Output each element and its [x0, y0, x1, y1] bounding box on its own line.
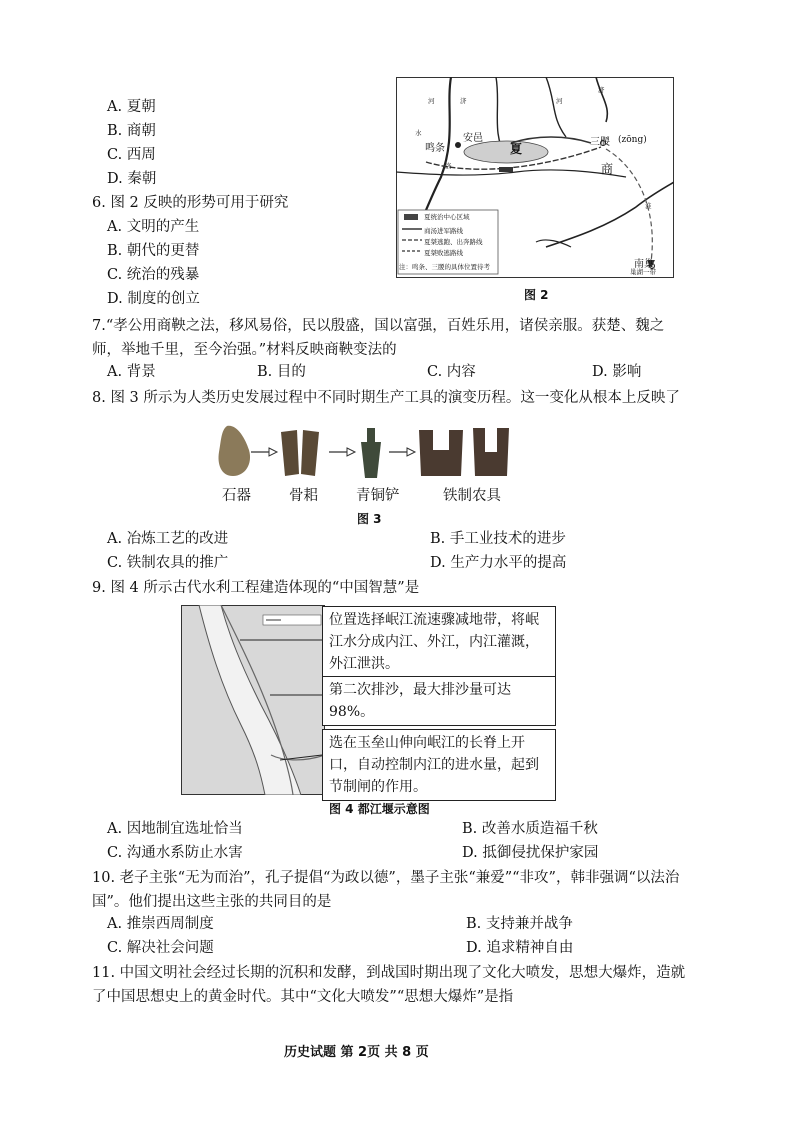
figure-2-caption: 图 2 — [524, 288, 549, 302]
map-label-ji: 济 — [460, 97, 467, 105]
map-label-shui: 水 — [415, 129, 422, 137]
figure-4-caption: 图 4 都江堰示意图 — [329, 802, 430, 816]
q5-option-d: D. 秦朝 — [107, 171, 157, 187]
figure-3-caption: 图 3 — [357, 512, 382, 526]
map-label-chao-note: 巢湖一带 — [630, 268, 656, 276]
q9-option-c: C. 沟通水系防止水害 — [107, 845, 243, 861]
legend-item-3: 夏桀逃跑、出奔路线 — [424, 238, 483, 246]
q6-option-c: C. 统治的残暴 — [107, 267, 200, 283]
map-label-zong: 三朡 — [590, 137, 610, 148]
tool-label-bone: 骨耜 — [289, 488, 318, 504]
q6-option-d: D. 制度的创立 — [107, 291, 200, 307]
map-label-xia: 夏 — [510, 142, 523, 156]
q8-stem: 8. 图 3 所示为人类历史发展过程中不同时期生产工具的演变历程。这一变化从根本上反映了 — [92, 390, 680, 406]
q10-option-d: D. 追求精神自由 — [466, 940, 574, 956]
q7-stem: 7.“孝公用商鞅之法，移风易俗，民以殷盛，国以富强，百姓乐用，诸侯亲服。获楚、魏之师，举地千里，至今治强。”材料反映商鞅变法的 — [92, 318, 665, 358]
q9-stem: 9. 图 4 所示古代水利工程建造体现的“中国智慧”是 — [92, 580, 420, 596]
q8-option-a: A. 冶炼工艺的改进 — [107, 531, 229, 547]
q10-option-a: A. 推崇西周制度 — [107, 916, 214, 932]
map-label-he: 河 — [428, 97, 435, 105]
map-label-zong-pinyin: (zōng) — [618, 135, 647, 145]
figure-4-leaders — [240, 630, 330, 790]
q7-option-a: A. 背景 — [107, 364, 156, 380]
q7-option-d: D. 影响 — [592, 364, 642, 380]
map-label-shang: 商 — [601, 162, 614, 176]
map-label-anyi: 安邑 — [463, 133, 483, 144]
page-footer: 历史试题 第 2页 共 8 页 — [284, 1045, 429, 1060]
q6-option-a: A. 文明的产生 — [107, 219, 200, 235]
q10-option-c: C. 解决社会问题 — [107, 940, 214, 956]
legend-item-2: 商汤进军路线 — [424, 227, 463, 235]
q5-option-a: A. 夏朝 — [107, 99, 156, 115]
q10-option-b: B. 支持兼并战争 — [466, 916, 573, 932]
q8-option-d: D. 生产力水平的提高 — [430, 555, 567, 571]
legend-item-1: 夏统治中心区域 — [424, 213, 470, 221]
q10-stem: 10. 老子主张“无为而治”，孔子提倡“为政以德”，墨子主张“兼爱”“非攻”，韩非强调“以法治国”。他们提出这些主张的共同目的是 — [92, 870, 680, 910]
tool-label-iron: 铁制农具 — [443, 488, 501, 504]
figure-4-note-3: 选在玉垒山伸向岷江的长脊上开口，自动控制内江的进水量，起到节制闸的作用。 — [322, 729, 556, 801]
q8-option-b: B. 手工业技术的进步 — [430, 531, 566, 547]
legend-note: 注：鸣条、三朡的具体位置待考 — [399, 263, 490, 271]
q7-option-c: C. 内容 — [427, 364, 476, 380]
legend-item-4: 夏桀败逃路线 — [424, 249, 463, 257]
figure-4-note-1: 位置选择岷江流速骤减地带，将岷江水分成内江、外江，内江灌溉，外江泄洪。 — [322, 606, 556, 678]
q5-option-c: C. 西周 — [107, 147, 156, 163]
map-label-mingtiao: 鸣条 — [425, 143, 445, 154]
q6-option-b: B. 朝代的更替 — [107, 243, 200, 259]
q5-option-b: B. 商朝 — [107, 123, 156, 139]
map-label-nanchao: 南巢 — [634, 259, 654, 270]
map-label-ji-right: 济 — [598, 86, 605, 94]
map-label-huai: 淮 — [645, 202, 652, 210]
q9-option-a: A. 因地制宜选址恰当 — [107, 821, 243, 837]
q11-stem: 11. 中国文明社会经过长期的沉积和发酵，到战国时期出现了文化大喷发，思想大爆炸，造就了中国思想史上的黄金时代。其中“文化大喷发”“思想大爆炸”是指 — [92, 965, 686, 1005]
tool-label-bronze: 青铜铲 — [356, 488, 400, 504]
q8-option-c: C. 铁制农具的推广 — [107, 555, 229, 571]
map-label-he-right: 河 — [556, 97, 563, 105]
q9-option-d: D. 抵御侵扰保护家园 — [462, 845, 599, 861]
figure-3-tools — [215, 420, 525, 482]
q9-option-b: B. 改善水质造福千秋 — [462, 821, 598, 837]
q6-stem: 6. 图 2 反映的形势可用于研究 — [92, 195, 289, 211]
map-label-luo: 洛 — [445, 162, 452, 170]
q7-option-b: B. 目的 — [257, 364, 306, 380]
figure-4-note-2: 第二次排沙，最大排沙量可达98%。 — [322, 676, 556, 726]
tool-label-stone: 石器 — [222, 488, 251, 504]
